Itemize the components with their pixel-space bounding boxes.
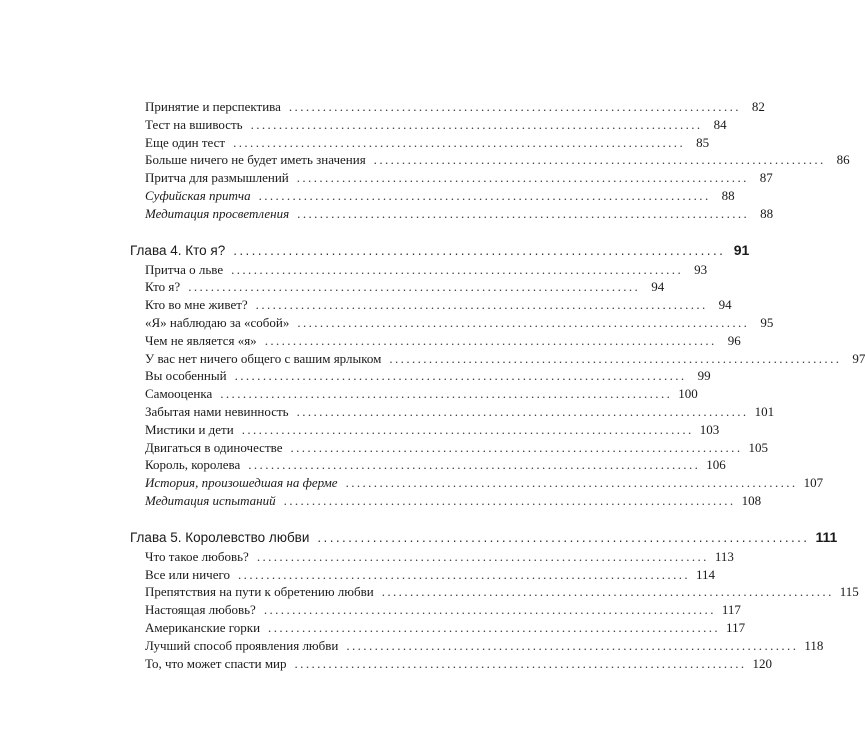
- toc-entry: [130, 439, 768, 458]
- toc-entry: [130, 99, 765, 117]
- toc-entry-page: 100: [678, 386, 698, 402]
- toc-entry: [130, 279, 665, 297]
- chapter-page: 111: [815, 528, 838, 545]
- dot-leader: ................................................................................: [283, 492, 736, 508]
- toc-entry-title: Кто я?: [145, 279, 181, 295]
- toc-entry: [130, 314, 774, 333]
- toc-entry-page: 88: [721, 187, 735, 203]
- toc-entry-title: То, что может спасти мир: [145, 655, 287, 671]
- toc-entry-page: 114: [696, 566, 716, 582]
- dot-leader: ................................................................................: [373, 152, 826, 168]
- toc-entry: [130, 261, 708, 280]
- toc-entry-title: Мистики и дети: [145, 421, 234, 437]
- toc-entry-title: Тест на вшивость: [145, 116, 243, 132]
- toc-entry-title: Еще один тест: [145, 134, 226, 150]
- dot-leader: ................................................................................: [268, 619, 721, 635]
- toc-section-intro: [130, 99, 850, 224]
- toc-entry: [130, 116, 727, 135]
- dot-leader: ................................................................................: [250, 116, 703, 132]
- toc-entry: [130, 619, 746, 638]
- dot-leader: ................................................................................: [263, 602, 716, 618]
- toc-entry-title: Вы особенный: [145, 368, 227, 384]
- toc-entry-page: 82: [751, 99, 765, 114]
- toc-entry-title: Кто во мне живет?: [145, 297, 248, 313]
- dot-leader: ................................................................................: [345, 475, 798, 491]
- toc-entry-title: Принятие и перспектива: [145, 99, 281, 114]
- dot-leader: ................................................................................: [231, 261, 684, 277]
- dot-leader: ................................................................................: [258, 187, 711, 203]
- toc-entry-title: Чем не является «я»: [145, 332, 257, 348]
- toc-entry-page: 93: [694, 261, 708, 277]
- toc-entry-title: Суфийская притча: [145, 187, 251, 203]
- toc-chapter-4: [130, 241, 865, 511]
- chapter-heading: [130, 528, 838, 549]
- toc-entry: [130, 205, 774, 224]
- toc-chapter-5: [130, 528, 859, 674]
- dot-leader: ................................................................................: [381, 584, 834, 600]
- toc-entry-page: 95: [760, 314, 774, 330]
- toc-entry-title: История, произошедшая на ферме: [145, 475, 338, 491]
- toc-entry-page: 118: [804, 637, 824, 653]
- dot-leader: ................................................................................: [188, 279, 641, 295]
- toc-entry-page: 86: [836, 152, 850, 168]
- toc-entry-title: Больше ничего не будет иметь значения: [145, 152, 366, 168]
- chapter-title: Глава 4. Кто я?: [130, 242, 226, 258]
- toc-entry-page: 84: [713, 116, 727, 132]
- toc-entry: [130, 170, 773, 188]
- dot-leader: ................................................................................: [238, 566, 691, 582]
- dot-leader: ................................................................................: [389, 350, 842, 366]
- toc-entry: [130, 152, 850, 170]
- toc-entry: [130, 386, 698, 404]
- dot-leader: ................................................................................: [317, 529, 810, 545]
- toc-entry-title: Медитация просветления: [145, 205, 290, 221]
- chapter-page: 91: [733, 241, 750, 258]
- toc-entry-title: Двигаться в одиночестве: [145, 439, 283, 455]
- toc-entry-title: Все или ничего: [145, 566, 231, 582]
- toc-entry-page: 103: [699, 421, 720, 437]
- dot-leader: ................................................................................: [256, 548, 709, 564]
- dot-leader: ................................................................................: [294, 655, 747, 671]
- dot-leader: ................................................................................: [290, 439, 743, 455]
- dot-leader: ................................................................................: [297, 205, 750, 221]
- dot-leader: ................................................................................: [346, 637, 799, 653]
- dot-leader: ................................................................................: [288, 99, 741, 114]
- toc-entry-page: 113: [714, 548, 734, 564]
- toc-entry-page: 96: [727, 332, 741, 348]
- dot-leader: ................................................................................: [264, 332, 717, 348]
- toc-entry-title: Забытая нами невинность: [145, 403, 289, 419]
- dot-leader: ................................................................................: [255, 297, 708, 313]
- dot-leader: ................................................................................: [248, 457, 701, 473]
- toc-entry: [130, 566, 716, 585]
- toc-entry: [130, 403, 775, 422]
- dot-leader: ................................................................................: [241, 421, 694, 437]
- toc-entry-title: Препятствия на пути к обретению любви: [145, 584, 374, 600]
- toc-entry-page: 88: [760, 205, 774, 221]
- toc-entry-page: 87: [759, 170, 773, 186]
- dot-leader: ................................................................................: [234, 368, 687, 384]
- toc-entry-page: 97: [852, 350, 865, 366]
- toc-entry-page: 94: [651, 279, 665, 295]
- toc-entry-page: 117: [726, 619, 746, 635]
- toc-entry-page: 107: [803, 475, 824, 491]
- toc-entry-title: Что такое любовь?: [145, 548, 249, 564]
- toc-entry-page: 108: [741, 492, 762, 508]
- toc-entry-title: У вас нет ничего общего с вашим ярлыком: [145, 350, 382, 366]
- toc-entry: [130, 602, 741, 620]
- toc-entry: [130, 655, 773, 674]
- dot-leader: ................................................................................: [297, 314, 750, 330]
- toc-entry-page: 117: [721, 602, 741, 618]
- toc-entry-title: Медитация испытаний: [145, 492, 276, 508]
- toc-entry-page: 99: [697, 368, 711, 384]
- toc-entry-page: 105: [748, 439, 768, 455]
- toc-entry: [130, 475, 824, 493]
- toc-entry-page: 115: [839, 584, 859, 600]
- toc-entry-page: 106: [706, 457, 726, 473]
- toc-entry: [130, 548, 734, 567]
- toc-entry: [130, 350, 865, 369]
- toc-entry-page: 94: [718, 297, 732, 313]
- dot-leader: ................................................................................: [296, 403, 749, 419]
- dot-leader: ................................................................................: [296, 170, 749, 186]
- table-of-contents: [130, 99, 865, 673]
- toc-entry: [130, 584, 859, 602]
- toc-entry-title: Притча о льве: [145, 261, 224, 277]
- toc-entry-title: Притча для размышлений: [145, 170, 289, 186]
- toc-entry: [130, 421, 720, 440]
- toc-entry: [130, 457, 726, 475]
- toc-entry-title: Самооценка: [145, 386, 213, 402]
- toc-entry-title: «Я» наблюдаю за «собой»: [145, 314, 290, 330]
- chapter-title: Глава 5. Королевство любви: [130, 529, 310, 545]
- toc-entry-title: Американские горки: [145, 619, 261, 635]
- toc-entry: [130, 637, 824, 656]
- toc-entry-page: 120: [752, 655, 773, 671]
- chapter-heading: [130, 241, 750, 262]
- toc-entry-title: Лучший способ проявления любви: [145, 637, 339, 653]
- toc-entry-title: Настоящая любовь?: [145, 602, 256, 618]
- dot-leader: ................................................................................: [233, 134, 686, 150]
- toc-entry: [130, 297, 732, 315]
- dot-leader: ................................................................................: [220, 386, 673, 402]
- toc-entry-page: 85: [696, 134, 710, 150]
- toc-entry: [130, 492, 762, 511]
- toc-entry-page: 101: [754, 403, 775, 419]
- toc-entry-title: Король, королева: [145, 457, 241, 473]
- dot-leader: ................................................................................: [233, 242, 726, 258]
- toc-entry: [130, 187, 735, 206]
- toc-entry: [130, 332, 741, 351]
- toc-entry: [130, 368, 711, 386]
- toc-entry: [130, 134, 710, 153]
